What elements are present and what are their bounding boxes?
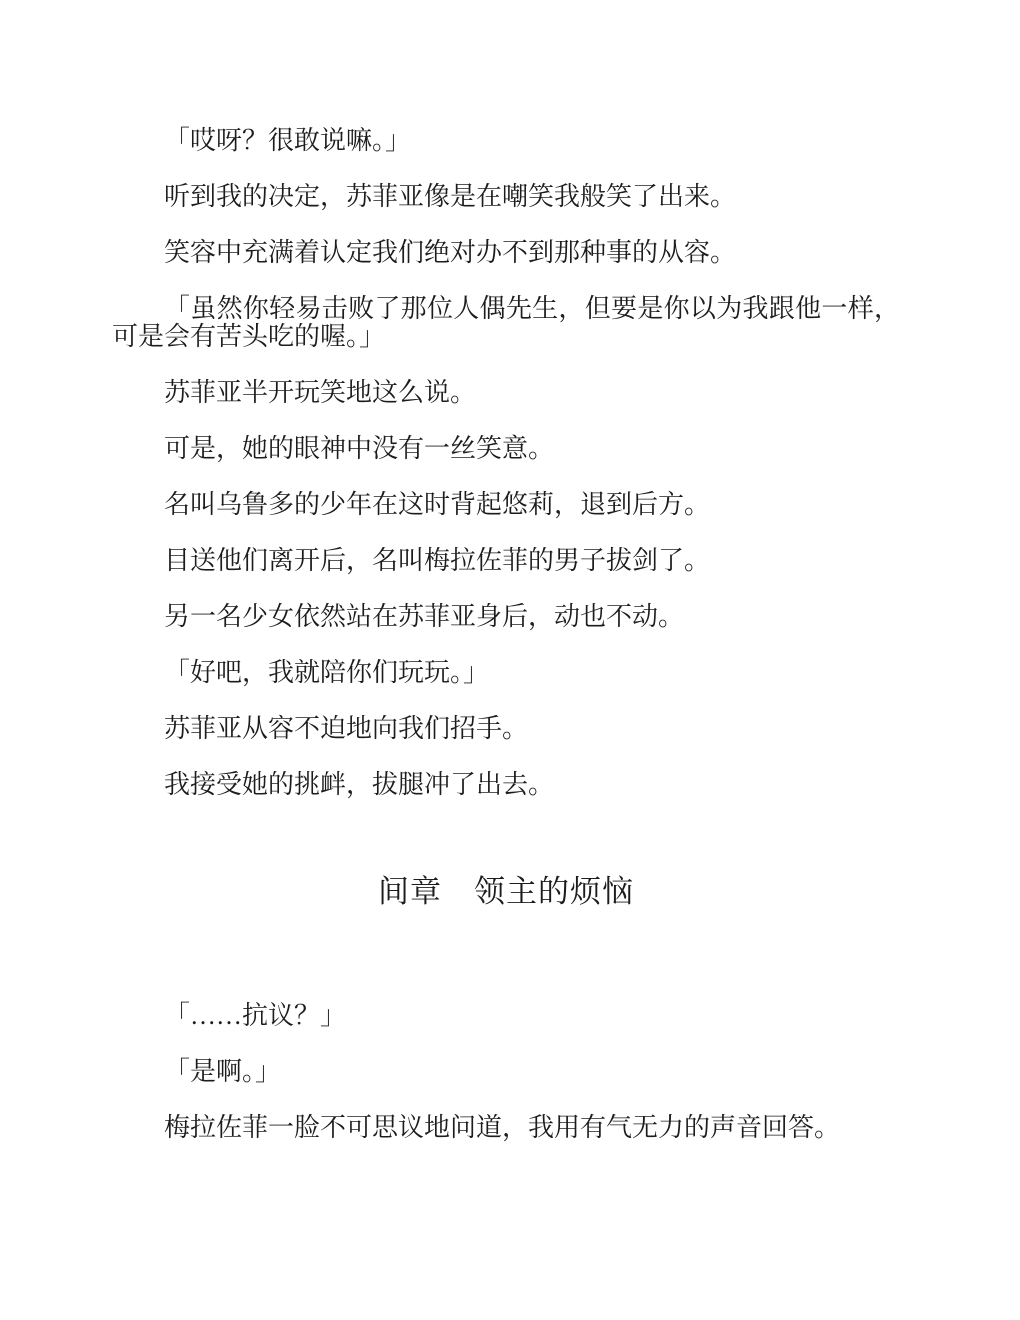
paragraph: 「哎呀？很敢说嘛。」 [164,126,412,155]
novel-text-section [112,127,900,1142]
paragraph: 苏菲亚半开玩笑地这么说。 [164,378,477,407]
paragraph: 笑容中充满着认定我们绝对办不到那种事的从容。 [164,238,737,267]
chapter-heading: 间章 领主的烦恼 [378,874,634,909]
paragraph: 可是，她的眼神中没有一丝笑意。 [164,434,555,463]
paragraph: 「好吧，我就陪你们玩玩。」 [164,658,490,687]
paragraph: 「虽然你轻易击败了那位人偶先生，但要是你以为我跟他一样，可是会有苦头吃的喔。」 [112,294,900,351]
paragraph: 苏菲亚从容不迫地向我们招手。 [164,714,529,743]
paragraph: 听到我的决定，苏菲亚像是在嘲笑我般笑了出来。 [164,182,737,211]
paragraph: 梅拉佐菲一脸不可思议地问道，我用有气无力的声音回答。 [164,1113,841,1142]
paragraph: 「……抗议？」 [164,1001,347,1030]
paragraph: 目送他们离开后，名叫梅拉佐菲的男子拔剑了。 [164,546,711,575]
paragraph: 另一名少女依然站在苏菲亚身后，动也不动。 [164,602,685,631]
paragraph: 「是啊。」 [164,1057,282,1086]
paragraph: 我接受她的挑衅，拔腿冲了出去。 [164,770,555,799]
paragraph: 名叫乌鲁多的少年在这时背起悠莉，退到后方。 [164,490,711,519]
